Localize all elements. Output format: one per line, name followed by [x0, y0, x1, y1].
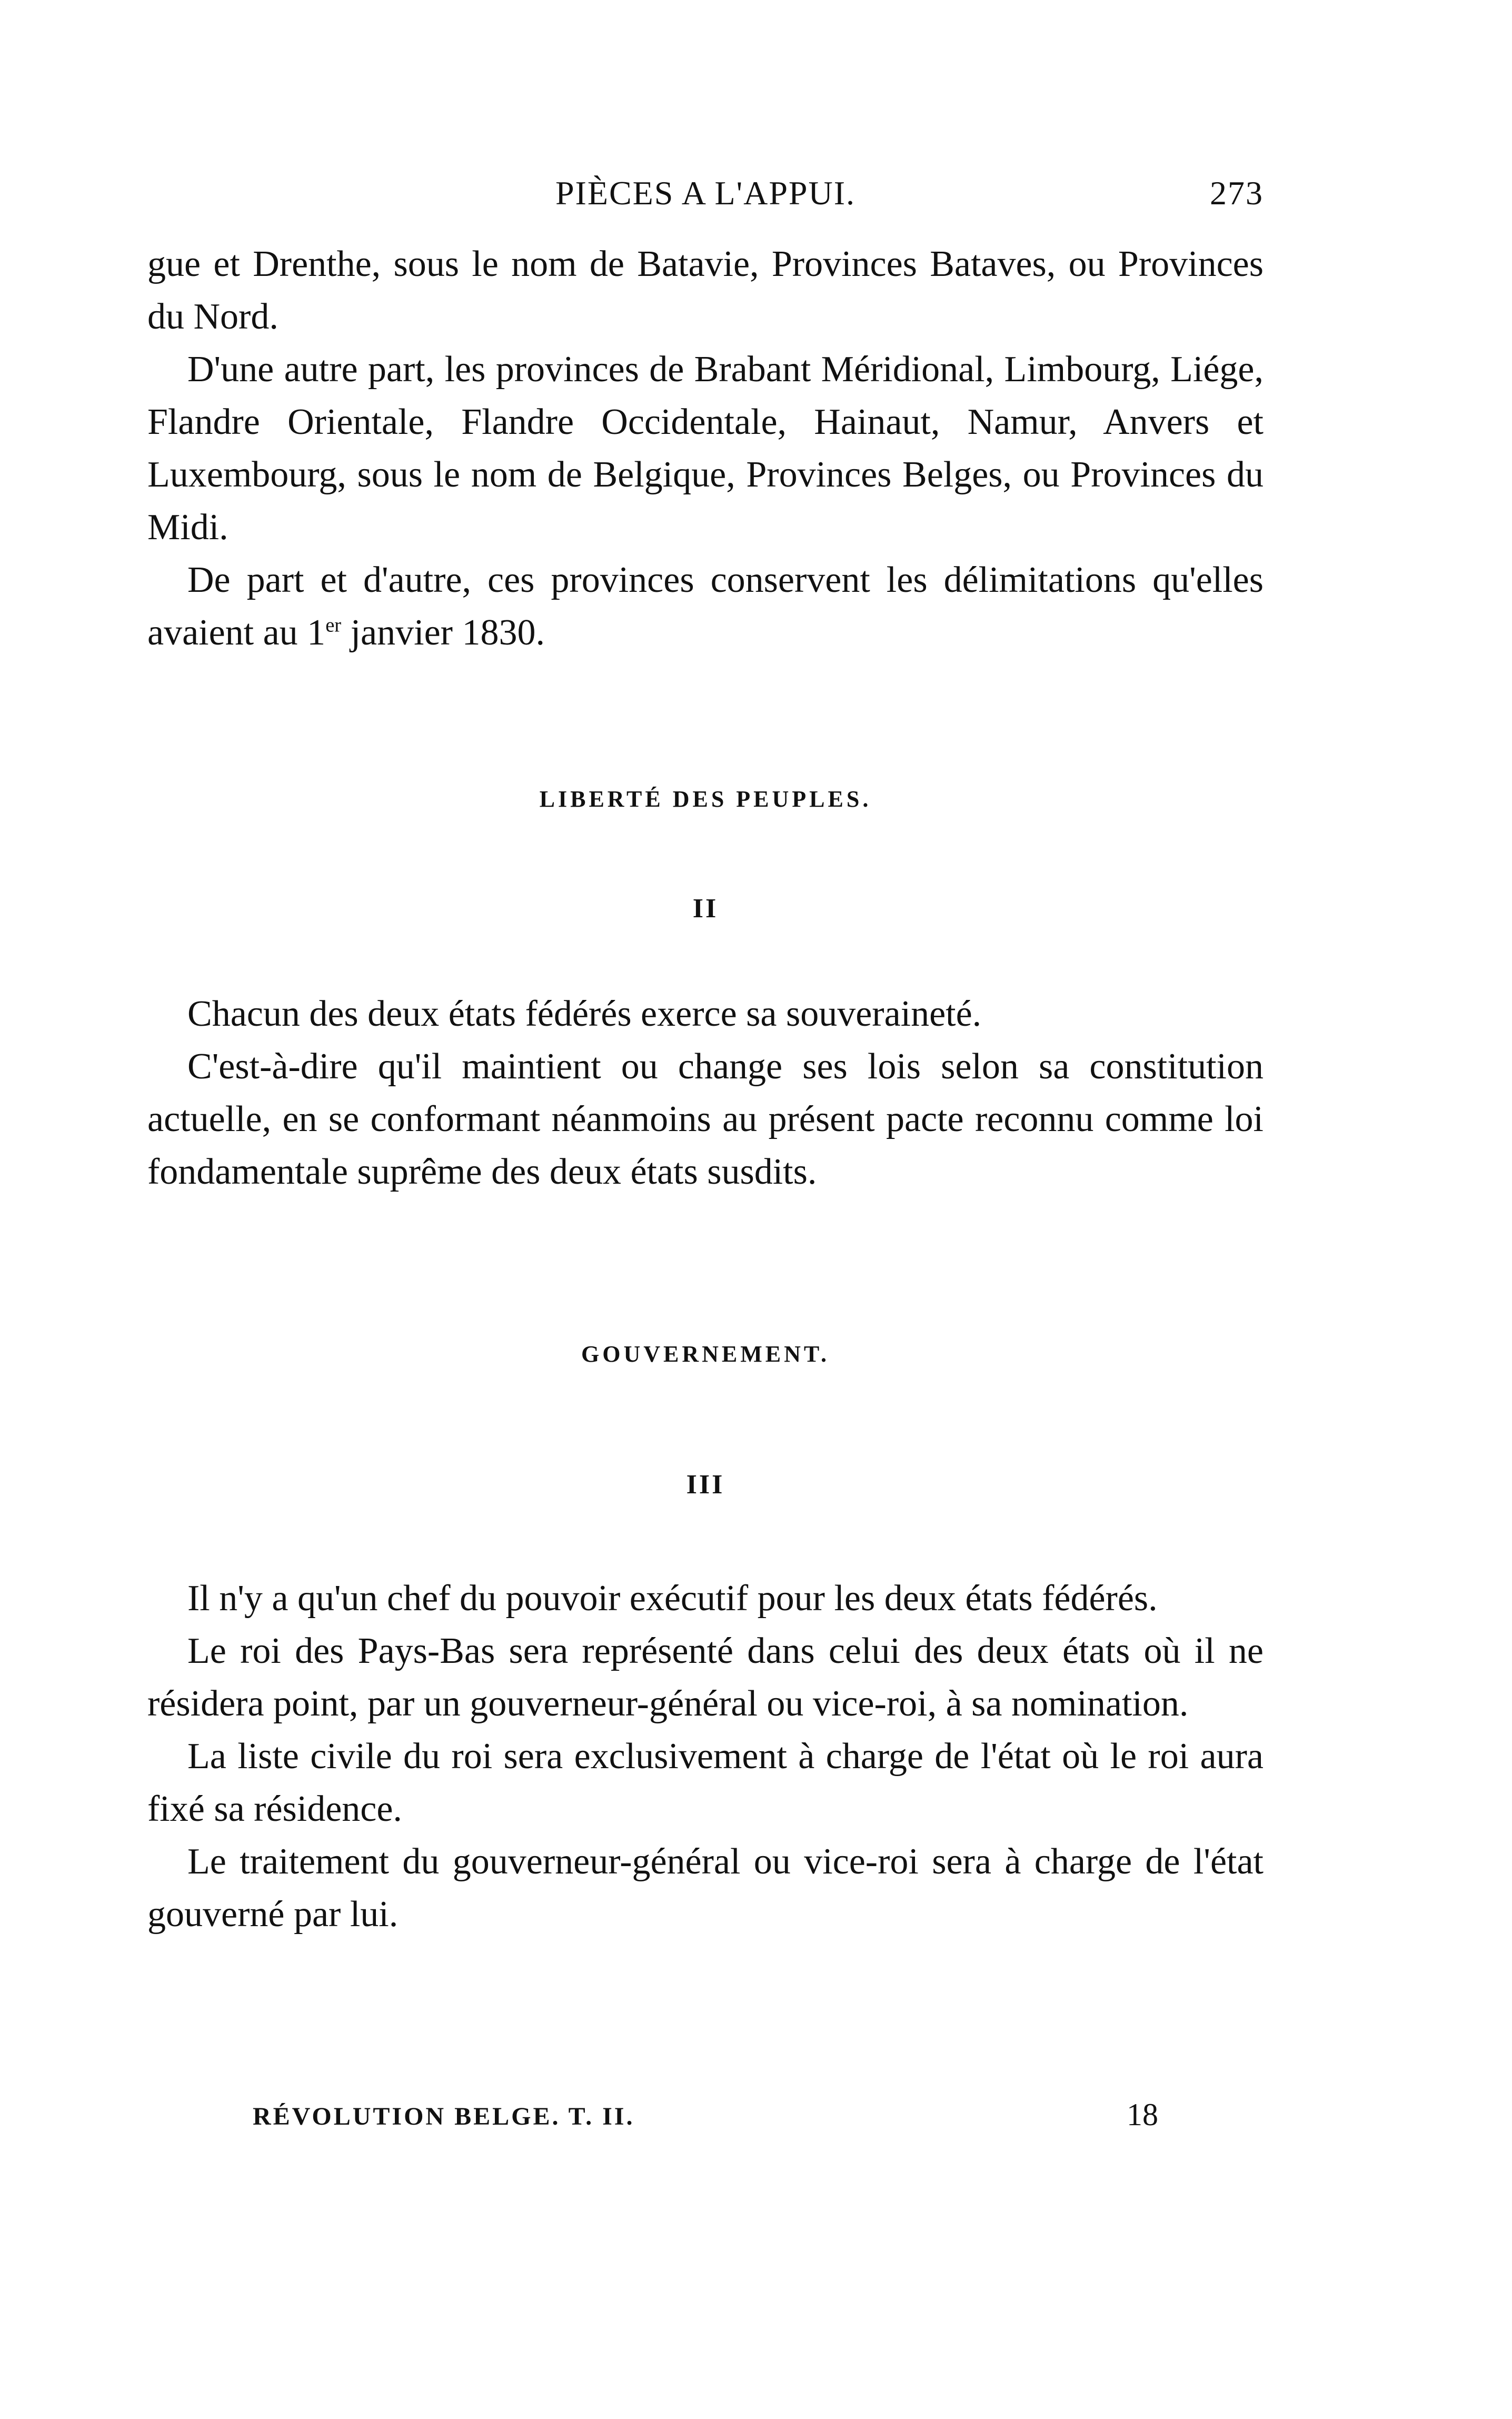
- sheet-number: 18: [1127, 2097, 1158, 2132]
- paragraph-liste-civile: La liste civile du roi sera exclusivement à charge de l'état où le roi aura fixé sa résidence.: [147, 1736, 1264, 1829]
- running-title: PIÈCES A L'APPUI.: [555, 174, 856, 212]
- article-iii-text: [147, 1572, 1264, 1941]
- paragraph-souverainete: Chacun des deux états fédérés exerce sa souveraineté.: [187, 994, 982, 1034]
- paragraph-constitution: C'est-à-dire qu'il maintient ou change ses lois selon sa constitution actuelle, en se conformant néanmoins au présent pacte reconnu comme loi fondamentale suprême des deux états susdits.: [147, 1046, 1264, 1192]
- delimitations-text: De part et d'autre, ces provinces conservent les délimitations qu'elles avaient au 1: [147, 560, 1264, 653]
- page-number: 273: [1210, 174, 1264, 212]
- article-ii-text: [147, 988, 1264, 1198]
- section-title-gouvernement: GOUVERNEMENT.: [581, 1341, 830, 1367]
- page-footer: [253, 2097, 1158, 2144]
- paragraph-chef-executif: Il n'y a qu'un chef du pouvoir exécutif pour les deux états fédérés.: [187, 1578, 1158, 1619]
- paragraph-roi-represente: Le roi des Pays-Bas sera représenté dans celui des deux états où il ne résidera point, par un gouverneur-général ou vice-roi, à sa nomination.: [147, 1631, 1264, 1724]
- delimitations-date: janvier 1830.: [341, 612, 545, 653]
- opening-text-block: [147, 238, 1264, 659]
- article-numeral-iii: III: [686, 1470, 725, 1500]
- paragraph-delimitations: [147, 554, 1264, 659]
- paragraph-batavie: gue et Drenthe, sous le nom de Batavie, Provinces Bataves, ou Provinces du Nord.: [147, 244, 1264, 337]
- paragraph-traitement: Le traitement du gouverneur-général ou vice-roi sera à charge de l'état gouverné par lui.: [147, 1841, 1264, 1935]
- running-head: [147, 174, 1264, 221]
- ordinal-suffix: er: [325, 614, 342, 637]
- article-numeral-ii: II: [692, 894, 719, 924]
- paragraph-belgique: D'une autre part, les provinces de Brabant Méridional, Limbourg, Liége, Flandre Orientale, Flandre Occidentale, Hainaut, Namur, Anvers et Luxembourg, sous le nom de Belgique, Provinces Belges, ou Provinces du Midi.: [147, 349, 1264, 548]
- section-title-liberte: LIBERTÉ DES PEUPLES.: [539, 786, 872, 812]
- signature-mark: RÉVOLUTION BELGE. T. II.: [253, 2103, 635, 2130]
